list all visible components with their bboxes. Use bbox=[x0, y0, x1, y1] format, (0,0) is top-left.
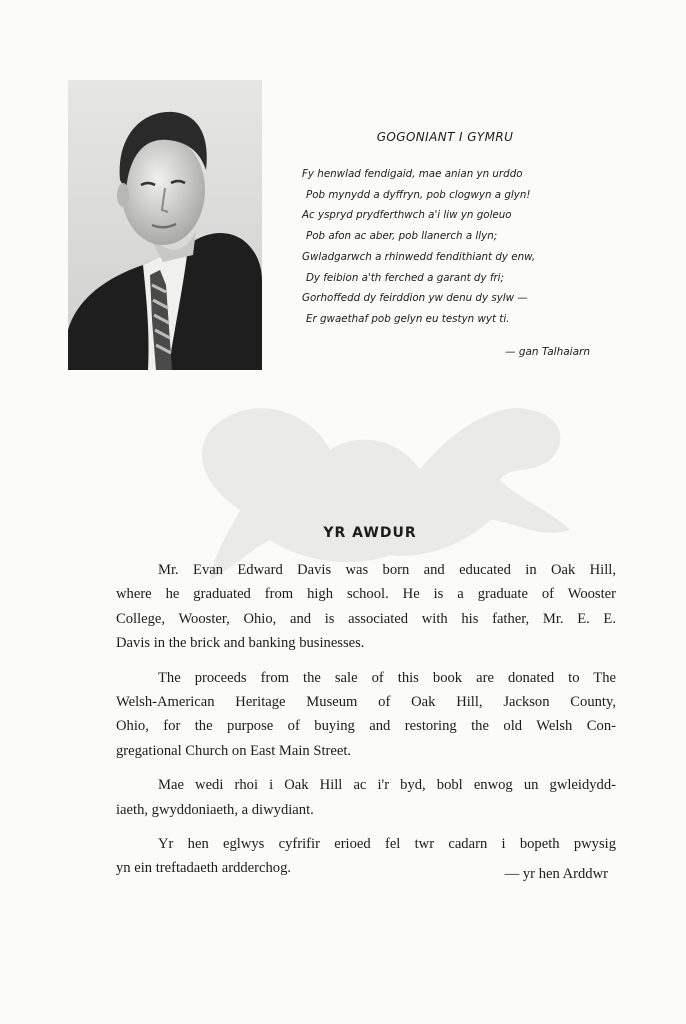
text-line: Mr. Evan Edward Davis was born and educated in Oak Hill, bbox=[158, 562, 616, 578]
text-line: Yr hen eglwys cyfrifir erioed fel twr cadarn i bopeth pwysig bbox=[158, 836, 616, 853]
paragraph bbox=[116, 666, 616, 764]
poem-line: Fy henwlad fendigaid, mae anian yn urddo bbox=[302, 168, 523, 180]
text-line: iaeth, gwyddoniaeth, a diwydiant. bbox=[116, 801, 314, 818]
poem-line: Gorhoffedd dy feirddion yw denu dy sylw — bbox=[302, 292, 528, 305]
text-line: Davis in the brick and banking businesses. bbox=[116, 635, 365, 652]
poem-line: Dy feibion a'th ferched a garant dy fri; bbox=[306, 271, 505, 284]
poem-line: Er gwaethaf pob gelyn eu testyn wyt ti. bbox=[306, 312, 510, 325]
poem-line: Pob mynydd a dyffryn, pob clogwyn a glyn! bbox=[306, 188, 531, 201]
text-line: gregational Church on East Main Street. bbox=[116, 742, 352, 759]
text-line: Welsh-American Heritage Museum of Oak Hill, Jackson County, bbox=[116, 694, 616, 711]
portrait-photo bbox=[68, 80, 262, 370]
dragon-watermark bbox=[170, 370, 590, 590]
text-line: College, Wooster, Ohio, and is associated with his father, Mr. E. E. bbox=[116, 610, 616, 627]
text-line: Ohio, for the purpose of buying and restoring the old Welsh Con- bbox=[116, 718, 616, 735]
text-line: The proceeds from the sale of this book are donated to The bbox=[158, 669, 616, 686]
poem-line: Ac yspryd prydferthwch a'i liw yn goleuo bbox=[302, 209, 512, 222]
text-line: Mae wedi rhoi i Oak Hill ac i'r byd, bobl enwog un gwleidydd- bbox=[158, 777, 616, 794]
text-line: where he graduated from high school. He is a graduate of Wooster bbox=[116, 586, 616, 603]
paragraph bbox=[116, 558, 616, 656]
poem-body bbox=[302, 164, 602, 330]
section-heading: YR AWDUR bbox=[323, 525, 417, 541]
signature: — yr hen Arddwr bbox=[504, 866, 608, 882]
text-line: yn ein treftadaeth ardderchog. bbox=[116, 860, 292, 877]
paragraph bbox=[116, 773, 616, 822]
poem-line: Pob afon ac aber, pob llanerch a llyn; bbox=[306, 230, 498, 243]
author-text bbox=[116, 558, 616, 881]
poem-line: Gwladgarwch a rhinwedd fendithiant dy enw, bbox=[302, 250, 536, 263]
poem-title: GOGONIANT I GYMRU bbox=[376, 130, 514, 144]
poem-attribution: — gan Talhaiarn bbox=[504, 346, 590, 358]
